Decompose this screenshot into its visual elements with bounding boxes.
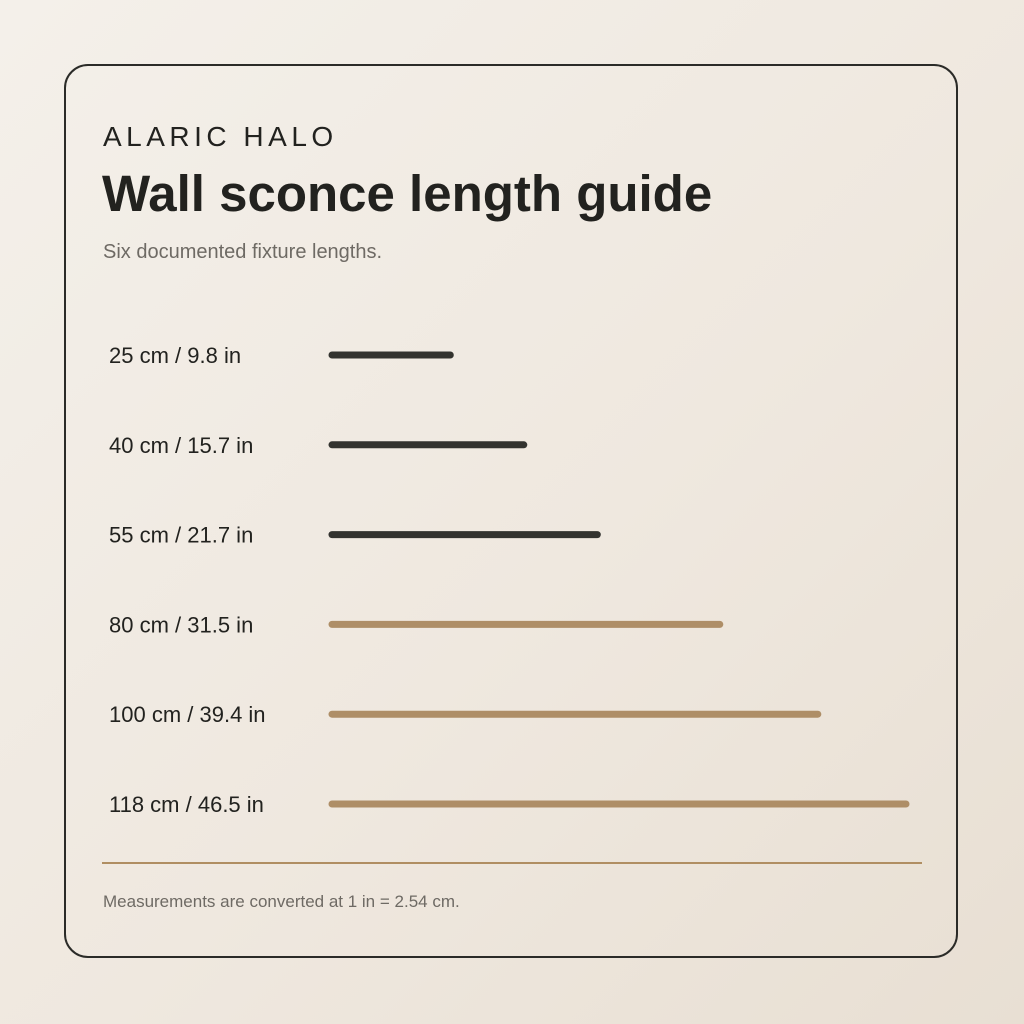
length-label: 55 cm / 21.7 in bbox=[109, 522, 254, 548]
brand-name: ALARIC HALO bbox=[103, 121, 338, 152]
page-subtitle: Six documented fixture lengths. bbox=[103, 241, 383, 263]
page-title: Wall sconce length guide bbox=[102, 165, 713, 222]
length-label: 118 cm / 46.5 in bbox=[109, 792, 264, 817]
length-label: 100 cm / 39.4 in bbox=[109, 702, 266, 728]
length-label: 25 cm / 9.8 in bbox=[109, 343, 242, 368]
conversion-note: Measurements are converted at 1 in = 2.54 cm. bbox=[103, 892, 460, 911]
length-label: 40 cm / 15.7 in bbox=[109, 432, 254, 458]
length-label: 80 cm / 31.5 in bbox=[109, 612, 254, 638]
footer-divider bbox=[102, 862, 922, 864]
